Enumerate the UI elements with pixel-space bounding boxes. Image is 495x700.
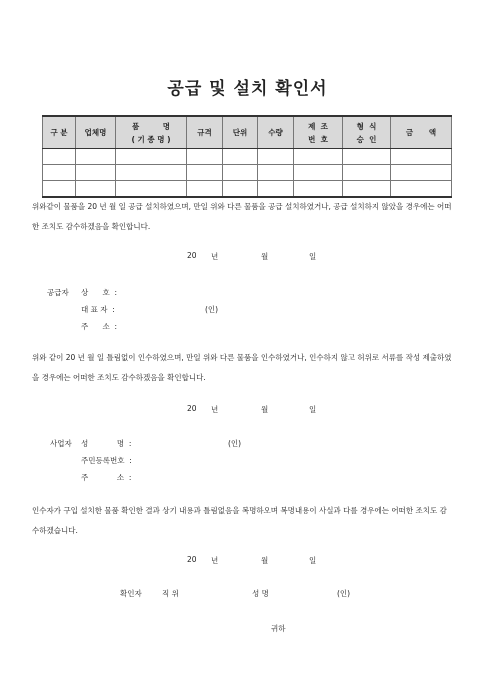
supplier-role-label: 공급자 — [47, 288, 69, 297]
table-cell[interactable] — [294, 165, 343, 181]
table-row — [43, 165, 452, 181]
table-cell[interactable] — [43, 165, 76, 181]
table-cell[interactable] — [116, 165, 187, 181]
date-month-unit-2: 월 — [261, 405, 269, 414]
supplier-address-label: 주 소 : — [81, 322, 118, 331]
table-cell[interactable] — [43, 149, 76, 165]
header-cell-serial-number: 제 조 번 호 — [294, 116, 343, 149]
header-cell-item-name: 품 명 ( 기 종 명 ) — [116, 116, 187, 149]
header-cell-company: 업체명 — [76, 116, 116, 149]
date-year-unit-1: 년 — [211, 252, 219, 261]
table-cell[interactable] — [391, 165, 452, 181]
business-role-label: 사업자 — [50, 439, 72, 448]
table-cell[interactable] — [116, 181, 187, 198]
supplier-company-label: 상 호 : — [81, 288, 118, 297]
supply-confirmation-paragraph: 위와같이 물품을 20 년 월 일 공급 설치하였으며, 만일 위와 다른 물품을 공급 설치하였거나, 공급 설치하지 않았을 경우에는 어떠한 조치도 감수하겠음을 확인합니다. — [32, 202, 452, 231]
date-day-unit-2: 일 — [309, 405, 317, 414]
table-row — [43, 149, 452, 165]
date-day-unit-3: 일 — [309, 556, 317, 565]
header-cell-spec: 규격 — [187, 116, 223, 149]
confirmer-position-label: 직 위 — [162, 589, 179, 598]
items-table — [42, 115, 452, 198]
table-cell[interactable] — [258, 181, 294, 198]
business-name-label: 성 명 : — [81, 439, 132, 448]
table-cell[interactable] — [258, 149, 294, 165]
confirmer-name-label: 성 명 — [252, 589, 269, 598]
business-resident-number-label: 주민등록번호 : — [81, 456, 132, 465]
date-month-unit-3: 월 — [261, 556, 269, 565]
table-row — [43, 181, 452, 198]
date-day-unit-1: 일 — [309, 252, 317, 261]
table-cell[interactable] — [343, 149, 391, 165]
table-cell[interactable] — [223, 165, 258, 181]
confirmer-label: 확인자 — [120, 589, 142, 598]
table-cell[interactable] — [187, 149, 223, 165]
table-cell[interactable] — [294, 149, 343, 165]
table-cell[interactable] — [223, 181, 258, 198]
table-cell[interactable] — [187, 181, 223, 198]
table-cell[interactable] — [343, 165, 391, 181]
table-cell[interactable] — [76, 181, 116, 198]
date-year-1: 20 — [187, 251, 197, 260]
table-cell[interactable] — [223, 149, 258, 165]
receipt-confirmation-paragraph: 위와 같이 20 년 월 일 틀림없이 인수하였으며, 만일 위와 다른 물품을 인수하였거나, 인수하지 않고 허위로 서류를 작성 제출하였을 경우에는 어떠한 조치도 감수하겠음을 확인합니다. — [32, 353, 452, 382]
document-title: 공급 및 설치 확인서 — [167, 79, 328, 99]
date-year-2: 20 — [187, 404, 197, 413]
date-year-unit-3: 년 — [211, 556, 219, 565]
table-cell[interactable] — [294, 181, 343, 198]
business-address-label: 주 소 : — [81, 473, 132, 482]
inspection-confirmation-paragraph: 인수자가 구입 설치한 물품 확인한 결과 상기 내용과 틀림없음을 복명하오며 복명내용이 사실과 다를 경우에는 어떠한 조치도 감수하겠습니다. — [32, 506, 447, 535]
table-cell[interactable] — [187, 165, 223, 181]
header-cell-category: 구 분 — [43, 116, 76, 149]
supplier-representative-label: 대 표 자 : — [81, 305, 115, 314]
table-cell[interactable] — [391, 149, 452, 165]
table-cell[interactable] — [116, 149, 187, 165]
table-cell[interactable] — [391, 181, 452, 198]
table-cell[interactable] — [343, 181, 391, 198]
business-seal-mark: (인) — [228, 439, 242, 448]
header-cell-quantity: 수량 — [258, 116, 294, 149]
date-year-3: 20 — [187, 555, 197, 564]
header-cell-amount: 금 액 — [391, 116, 452, 149]
table-cell[interactable] — [43, 181, 76, 198]
header-cell-unit: 단위 — [223, 116, 258, 149]
header-cell-type-approval: 형 식 승 인 — [343, 116, 391, 149]
table-cell[interactable] — [76, 165, 116, 181]
table-cell[interactable] — [76, 149, 116, 165]
date-month-unit-1: 월 — [261, 252, 269, 261]
closing-honorific: 귀하 — [271, 624, 286, 633]
supplier-seal-mark: (인) — [205, 305, 219, 314]
date-year-unit-2: 년 — [211, 405, 219, 414]
confirmer-seal-mark: (인) — [337, 589, 351, 598]
table-cell[interactable] — [258, 165, 294, 181]
table-header-row — [43, 116, 452, 149]
